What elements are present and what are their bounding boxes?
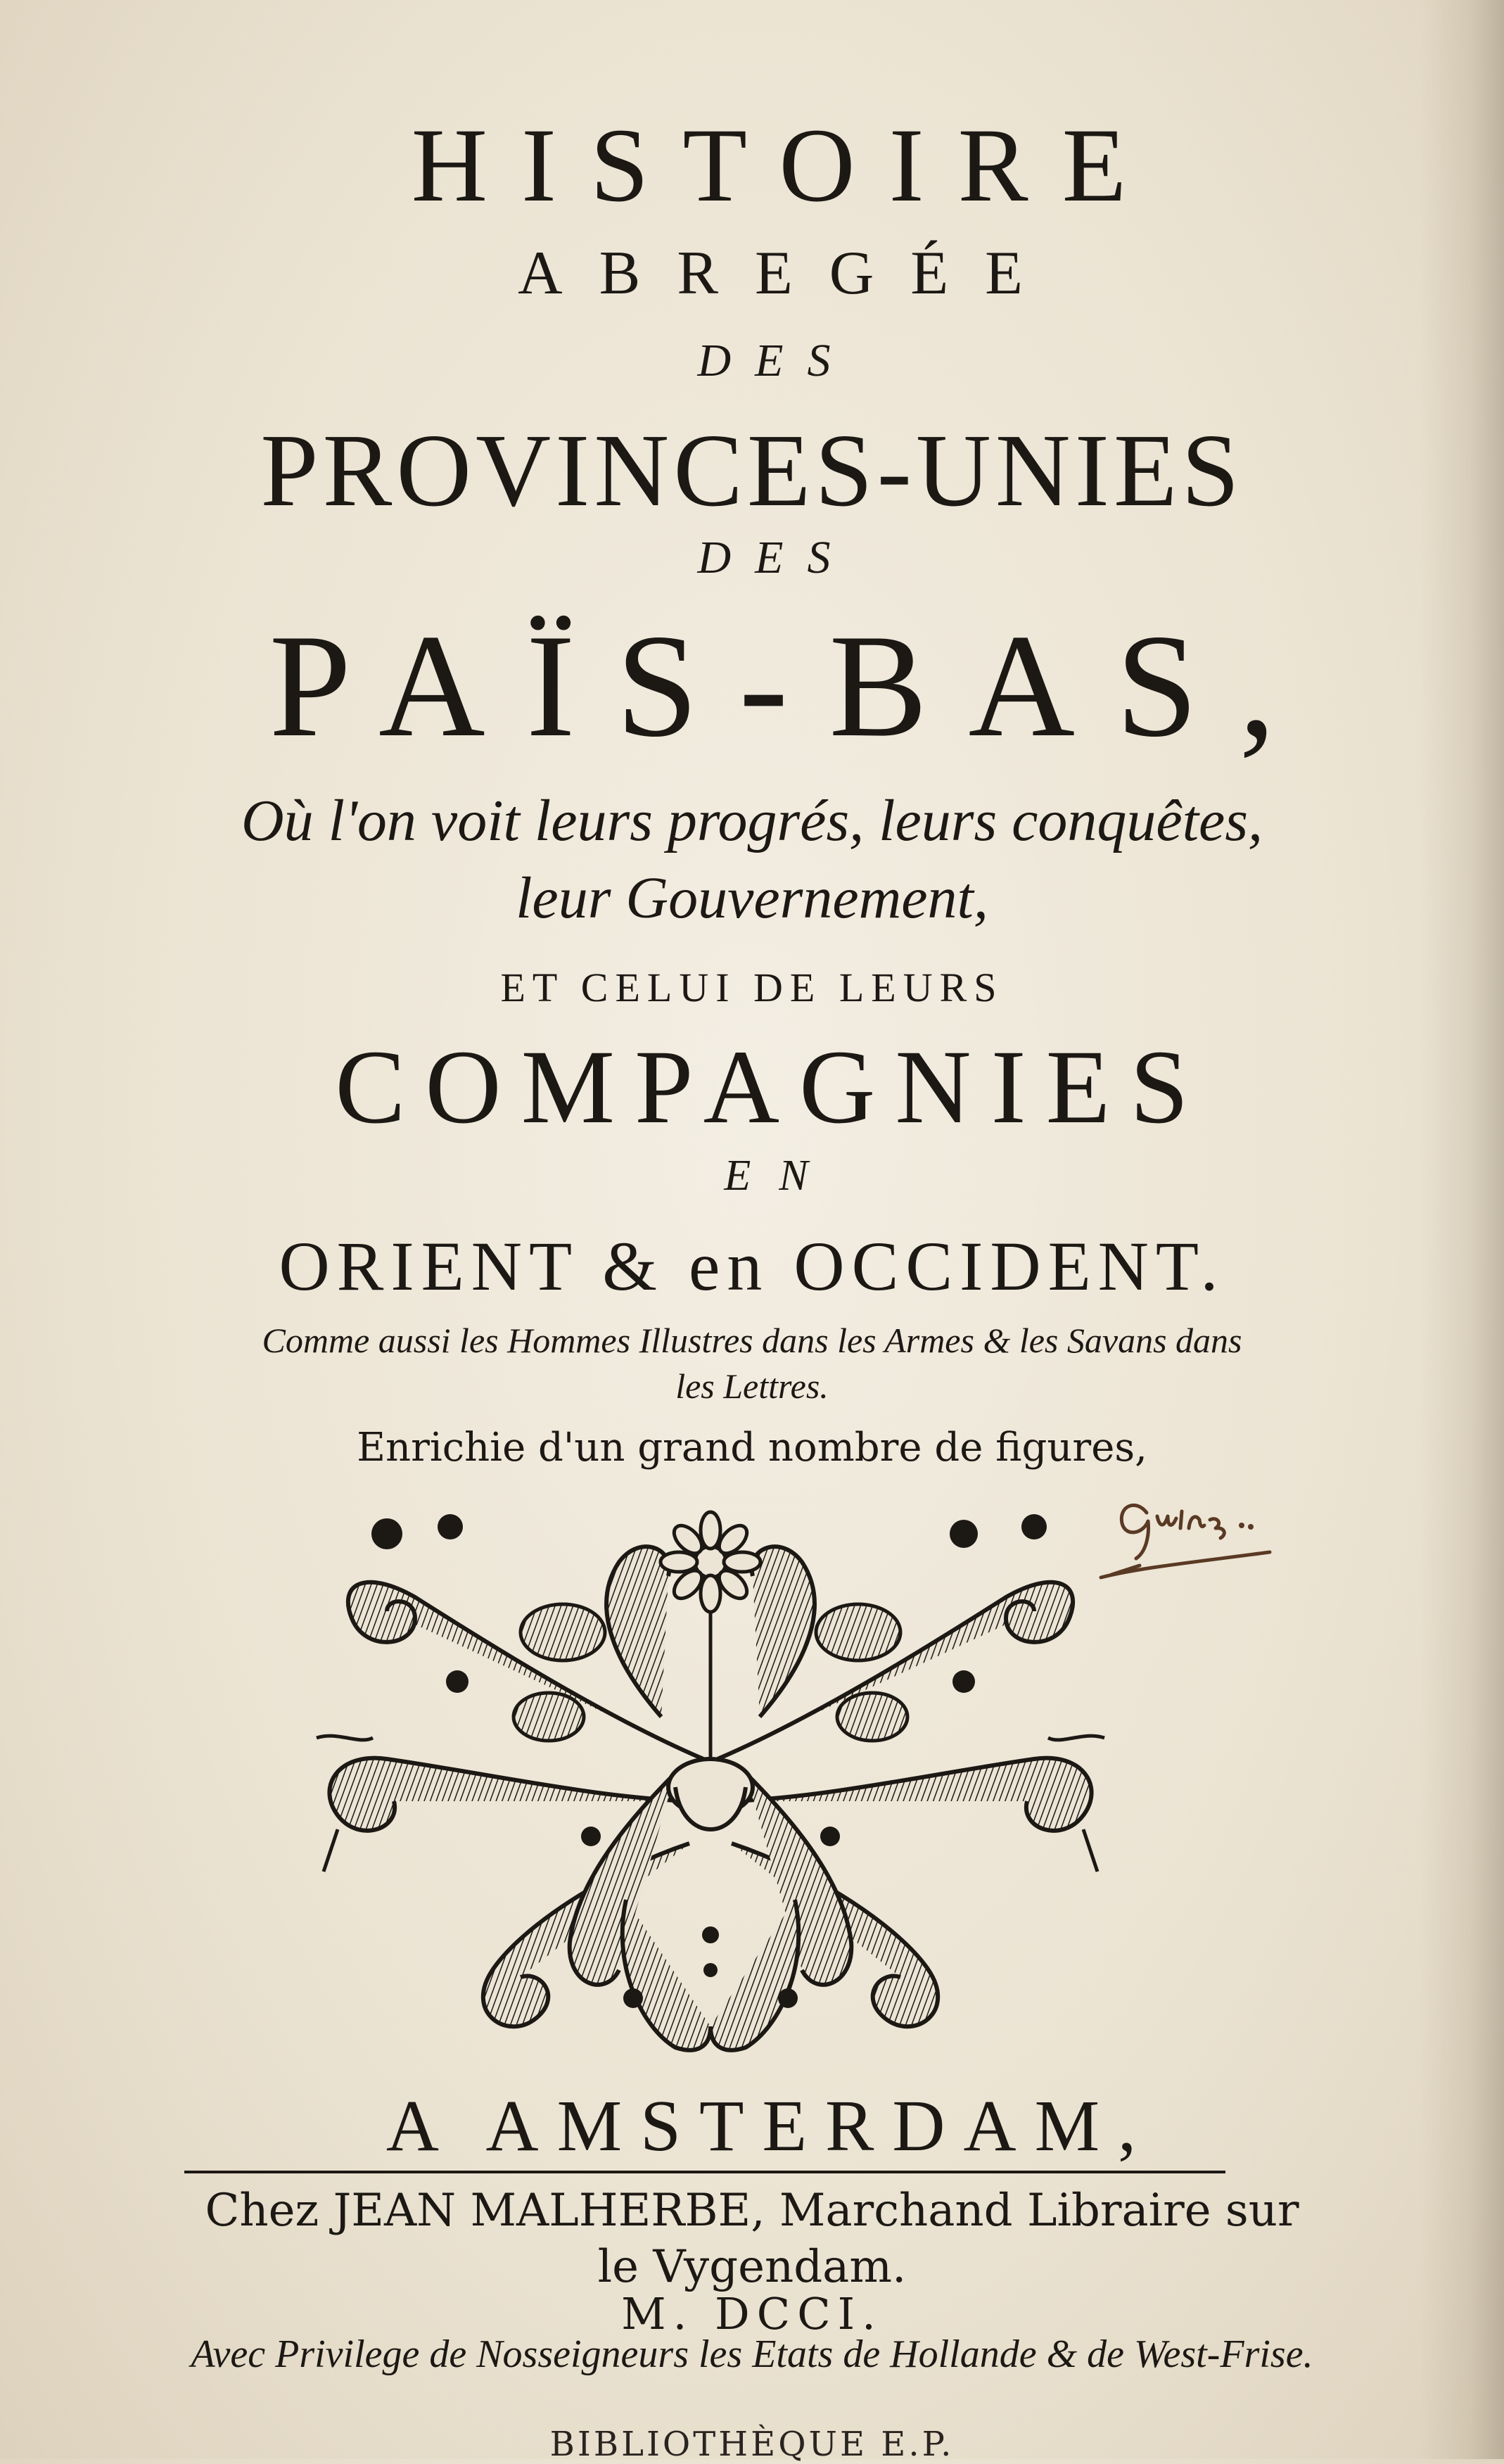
floral-woodcut-ornament-icon (310, 1506, 1111, 2062)
handwritten-signature-icon (1097, 1485, 1280, 1590)
comme-aussi-line-1: Comme aussi les Hommes Illustres dans les Armes & les Savans dans (262, 1321, 1242, 1360)
title-orient-occident: ORIENT & en OCCIDENT. (279, 1227, 1225, 1305)
title-compagnies: COMPAGNIES (335, 1029, 1209, 1145)
comme-aussi-line-2: les Lettres. (675, 1366, 829, 1406)
subtitle-line-2: leur Gouvernement, (516, 865, 988, 931)
imprint-publisher-line-2: le Vygendam. (597, 2241, 907, 2293)
imprint-year: M. DCCI. (621, 2288, 883, 2339)
library-stamp: BIBLIOTHÈQUE E.P. (549, 2425, 955, 2464)
title-et-celui: ET CELUI DE LEURS (500, 965, 1004, 1010)
title-en: EN (724, 1152, 836, 1200)
imprint-privilege: Avec Privilege de Nosseigneurs les Etats de Hollande & de West-Frise. (191, 2332, 1313, 2376)
title-abregee: ABREGÉE (518, 239, 1059, 307)
enrichie-line: Enrichie d'un grand nombre de figures, (357, 1425, 1147, 1471)
title-des-2: DES (697, 532, 855, 583)
imprint-city: A AMSTERDAM, (385, 2085, 1155, 2166)
title-des-1: DES (697, 335, 855, 386)
title-pais-bas: PAÏS-BAS, (269, 604, 1317, 768)
title-provinces-unies: PROVINCES-UNIES (260, 413, 1244, 528)
imprint-rule (184, 2171, 1225, 2173)
subtitle-line-1: Où l'on voit leurs progrés, leurs conquêtes, (241, 788, 1263, 853)
title-histoire: HISTOIRE (411, 107, 1161, 224)
imprint-publisher-line-1: Chez JEAN MALHERBE, Marchand Libraire sur (205, 2185, 1299, 2237)
